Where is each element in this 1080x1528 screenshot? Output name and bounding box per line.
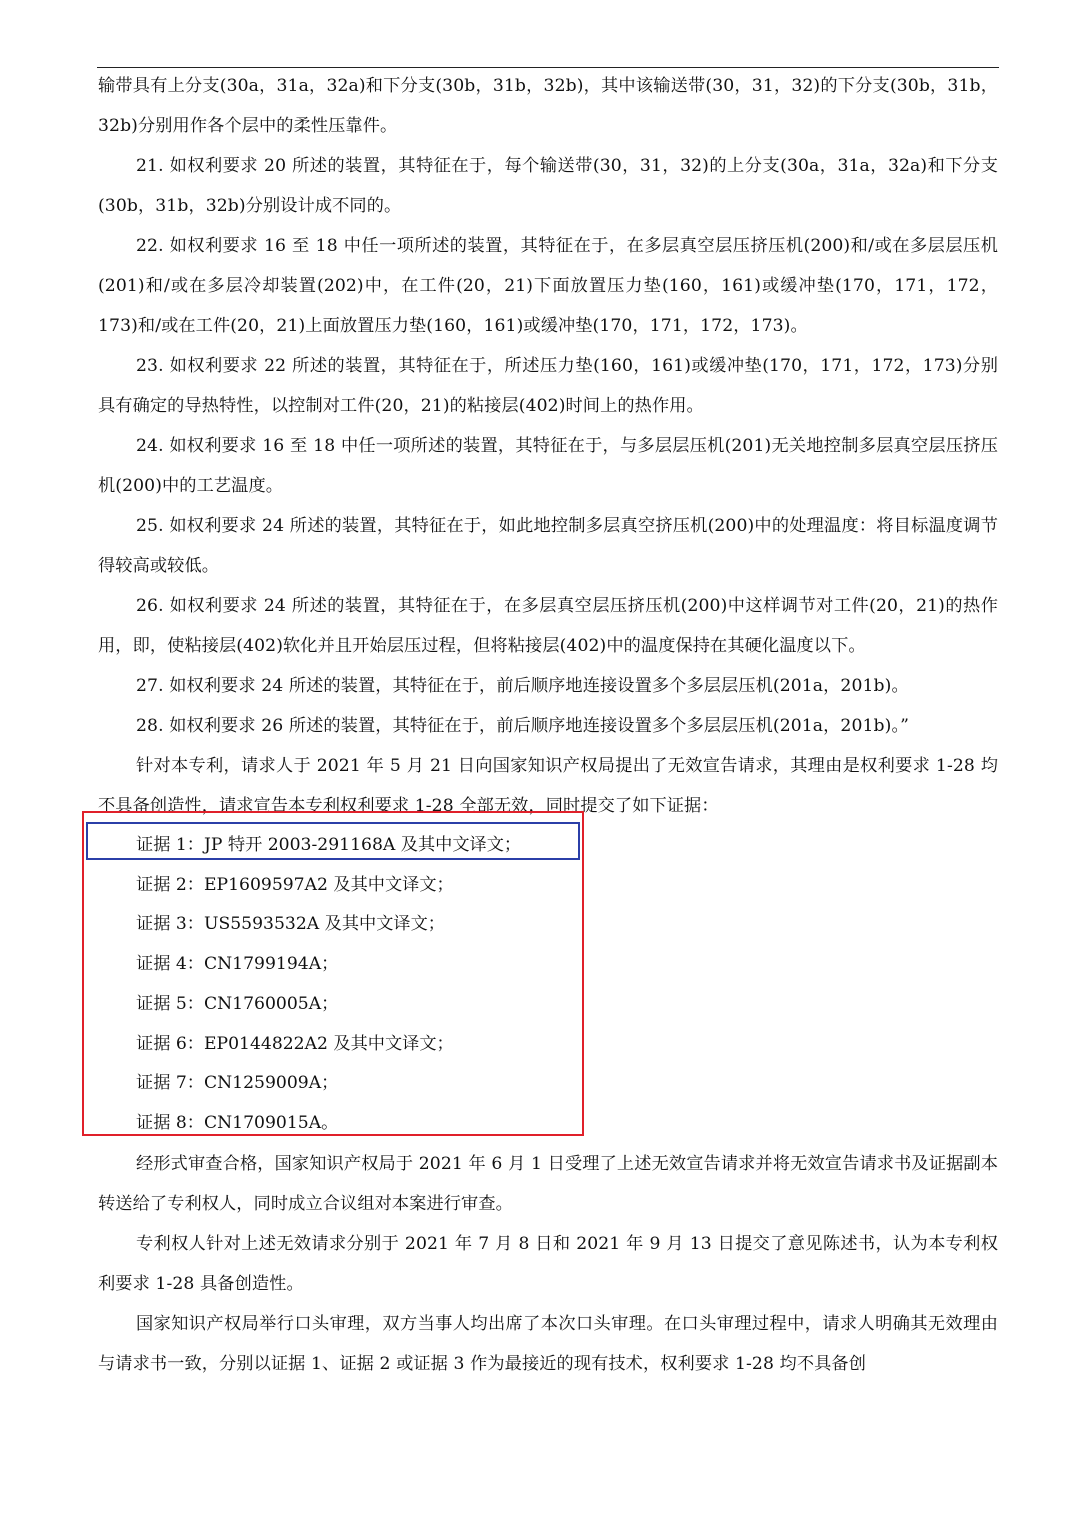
evidence-item: 证据 5：CN1760005A； (136, 993, 339, 1014)
evidence-item: 证据 4：CN1799194A； (136, 954, 339, 975)
paragraph: 28. 如权利要求 26 所述的装置，其特征在于，前后顺序地连接设置多个多层层压机(201a，201b)。” (136, 716, 910, 736)
paragraph: 针对本专利，请求人于 2021 年 5 月 21 日向国家知识产权局提出了无效宣告请求，其理由是权利要求 1-28 均不具备创造性，请求宣告本专利权利要求 1-28 全部无效，同时提交了如下证据： (98, 756, 998, 816)
evidence-item: 证据 3：US5593532A 及其中文译文； (136, 914, 445, 935)
paragraphs-after (98, 1144, 998, 1384)
paragraph: 23. 如权利要求 22 所述的装置，其特征在于，所述压力垫(160，161)或缓冲垫(170，171，172，173)分别具有确定的导热特性，以控制对工件(20，21)的粘接层(402)时间上的热作用。 (98, 356, 998, 416)
evidence-item: 证据 1：JP 特开 2003-291168A 及其中文译文； (136, 835, 522, 855)
evidence-item: 证据 7：CN1259009A； (136, 1073, 339, 1094)
paragraph: 26. 如权利要求 24 所述的装置，其特征在于，在多层真空层压挤压机(200)中这样调节对工件(20，21)的热作用，即，使粘接层(402)软化并且开始层压过程，但将粘接层(402)中的温度保持在其硬化温度以下。 (98, 596, 998, 656)
paragraph: 22. 如权利要求 16 至 18 中任一项所述的装置，其特征在于，在多层真空层压挤压机(200)和/或在多层层压机(201)和/或在多层冷却装置(202)中，在工件(20，21)下面放置压力垫(160，161)或缓冲垫(170，171，172，173)和/或在工件(20，21)上面放置压力垫(160，161)或缓冲垫(170，171，172，173)。 (98, 236, 998, 336)
evidence-list (98, 826, 998, 1144)
paragraph: 经形式审查合格，国家知识产权局于 2021 年 6 月 1 日受理了上述无效宣告请求并将无效宣告请求书及证据副本转送给了专利权人，同时成立合议组对本案进行审查。 (98, 1153, 998, 1214)
paragraph: 国家知识产权局举行口头审理，双方当事人均出席了本次口头审理。在口头审理过程中，请求人明确其无效理由与请求书一致，分别以证据 1、证据 2 或证据 3 作为最接近的现有技术，权利要求 1-28 均不具备创 (98, 1313, 998, 1374)
paragraphs-before (98, 66, 998, 826)
evidence-item: 证据 8：CN1709015A。 (136, 1112, 339, 1133)
document-page (98, 66, 998, 1384)
evidence-item: 证据 6：EP0144822A2 及其中文译文； (136, 1033, 454, 1054)
paragraph: 25. 如权利要求 24 所述的装置，其特征在于，如此地控制多层真空挤压机(200)中的处理温度：将目标温度调节得较高或较低。 (98, 516, 998, 576)
paragraph: 24. 如权利要求 16 至 18 中任一项所述的装置，其特征在于，与多层层压机(201)无关地控制多层真空层压挤压机(200)中的工艺温度。 (98, 436, 998, 496)
paragraph: 21. 如权利要求 20 所述的装置，其特征在于，每个输送带(30，31，32)的上分支(30a，31a，32a)和下分支(30b，31b，32b)分别设计成不同的。 (98, 156, 998, 216)
paragraph: 27. 如权利要求 24 所述的装置，其特征在于，前后顺序地连接设置多个多层层压机(201a，201b)。 (136, 676, 909, 696)
paragraph: 输带具有上分支(30a，31a，32a)和下分支(30b，31b，32b)，其中该输送带(30，31，32)的下分支(30b，31b，32b)分别用作各个层中的柔性压靠件。 (98, 76, 998, 136)
evidence-item: 证据 2：EP1609597A2 及其中文译文； (136, 874, 454, 895)
paragraph: 专利权人针对上述无效请求分别于 2021 年 7 月 8 日和 2021 年 9 月 13 日提交了意见陈述书，认为本专利权利要求 1-28 具备创造性。 (98, 1233, 998, 1294)
